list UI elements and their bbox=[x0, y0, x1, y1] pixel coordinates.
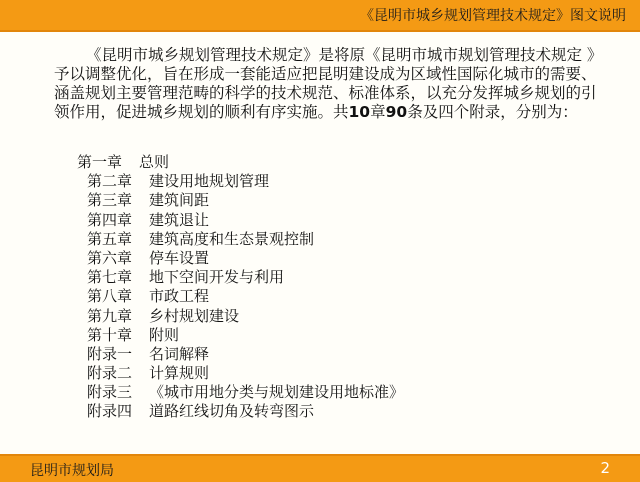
toc-item-num: 第三章 bbox=[87, 191, 133, 210]
toc-item bbox=[77, 153, 404, 172]
toc-item bbox=[77, 383, 404, 402]
toc-item bbox=[77, 268, 404, 287]
toc-item bbox=[77, 287, 404, 306]
footer-bar bbox=[0, 454, 640, 482]
intro-text-2: 章 bbox=[370, 103, 386, 121]
articles-count: 90 bbox=[385, 103, 408, 121]
toc-item-num: 第八章 bbox=[87, 287, 133, 306]
toc-item bbox=[77, 345, 404, 364]
footer-org: 昆明市规划局 bbox=[30, 463, 114, 479]
header-bar bbox=[0, 0, 640, 32]
toc-item bbox=[77, 402, 404, 421]
toc-item-title: 附则 bbox=[149, 325, 180, 344]
intro-text-1: 《昆明市城乡规划管理技术规定》是将原《昆明市城市规划管理技术规定 》予以调整优化，旨在形成一套能适应把昆明建设成为区域性国际化城市的需要、涵盖规划主要管理范畴的科学的技术规范、标准体系，以充分发挥城乡规划的引领作用，促进城乡规划的顺利有序实施。共 bbox=[54, 46, 597, 121]
toc-item-title: 建筑间距 bbox=[149, 191, 210, 210]
page-number: 2 bbox=[600, 459, 610, 477]
toc-item-title: 建筑高度和生态景观控制 bbox=[149, 229, 315, 248]
toc-item bbox=[77, 172, 404, 191]
toc-item-num: 附录二 bbox=[87, 364, 133, 383]
header-title: 《昆明市城乡规划管理技术规定》图文说明 bbox=[360, 8, 626, 24]
toc-item-title: 《城市用地分类与规划建设用地标准》 bbox=[149, 383, 405, 402]
toc-item bbox=[77, 211, 404, 230]
toc-item bbox=[77, 191, 404, 210]
toc-item-num: 第四章 bbox=[87, 210, 133, 229]
toc-item-title: 计算规则 bbox=[149, 364, 210, 383]
toc-item-num: 第六章 bbox=[87, 248, 133, 267]
chapters-count: 10 bbox=[348, 103, 371, 121]
toc-item-num: 第七章 bbox=[87, 268, 133, 287]
toc-item bbox=[77, 307, 404, 326]
toc-item bbox=[77, 230, 404, 249]
table-of-contents bbox=[77, 153, 404, 422]
toc-item-num: 第十章 bbox=[87, 325, 133, 344]
toc-item-title: 名词解释 bbox=[149, 344, 210, 363]
toc-item-num: 第五章 bbox=[87, 229, 133, 248]
toc-item-num: 附录四 bbox=[87, 402, 133, 421]
toc-item-title: 建筑退让 bbox=[149, 210, 210, 229]
toc-item-num: 附录三 bbox=[87, 383, 133, 402]
toc-item-title: 市政工程 bbox=[149, 287, 210, 306]
toc-item-title: 地下空间开发与利用 bbox=[149, 268, 285, 287]
toc-item-num: 附录一 bbox=[87, 344, 133, 363]
toc-item-title: 建设用地规划管理 bbox=[149, 172, 270, 191]
toc-item-title: 停车设置 bbox=[149, 248, 210, 267]
toc-item bbox=[77, 326, 404, 345]
toc-item-title: 总则 bbox=[139, 153, 170, 171]
toc-item-title: 乡村规划建设 bbox=[149, 306, 240, 325]
toc-item-num: 第二章 bbox=[87, 172, 133, 191]
toc-item-num: 第九章 bbox=[87, 306, 133, 325]
toc-item-num: 第一章 bbox=[77, 153, 123, 171]
intro-text-3: 条及四个附录，分别为： bbox=[407, 103, 578, 121]
toc-item-title: 道路红线切角及转弯图示 bbox=[149, 402, 315, 421]
toc-item bbox=[77, 364, 404, 383]
toc-item bbox=[77, 249, 404, 268]
intro-paragraph bbox=[54, 46, 599, 122]
